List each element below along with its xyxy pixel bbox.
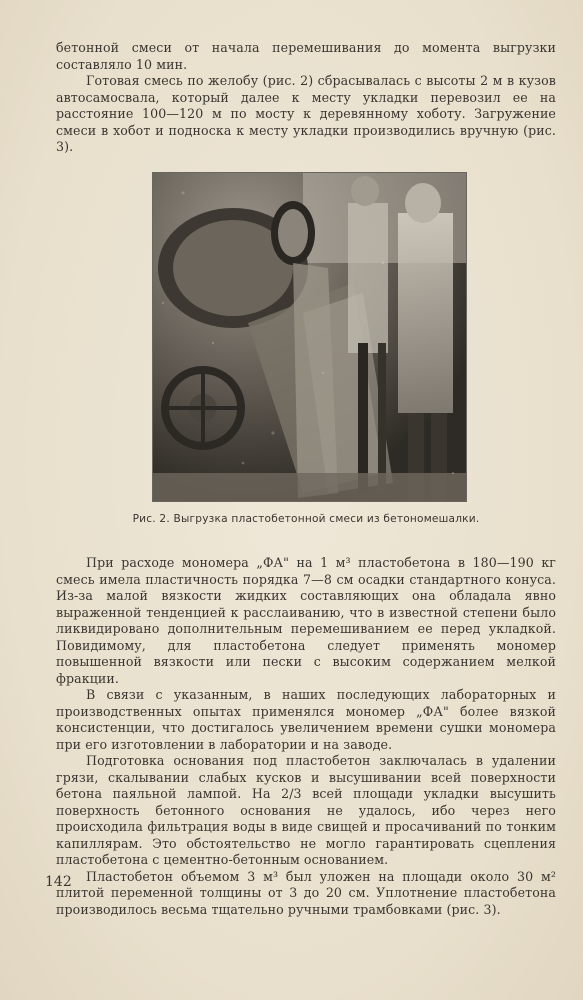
paragraph-4: В связи с указанным, в наших последующих лабораторных и производственных опытах применялся мономер „ФА" более вязкой консистенции, что достигалось увеличением времени сушки мономера при его изготовлении в лаборатории и на заводе. bbox=[56, 687, 556, 752]
paragraph-2: Готовая смесь по желобу (рис. 2) сбрасывалась с высоты 2 м в кузов автосамосвала, который далее к месту укладки перевозил ее на расстояние 100—120 м по мосту к деревянному хоботу. Загружение смеси в хобот и подноска к месту укладки производились вручную (рис. 3). bbox=[56, 73, 556, 154]
page-number: 142 bbox=[45, 874, 72, 890]
paragraph-3: При расходе мономера „ФА" на 1 м³ пластобетона в 180—190 кг смесь имела пластичность порядка 7—8 см осадки стандартного конуса. Из-за малой вязкости жидких составляющих она обладала явно выраженной тенденцией к расслаиванию, что в известной степени было ликвидировано дополнительным перемешиванием ее перед укладкой. Повидимому, для пластобетона следует применять мономер повышенной вязкости или пески с высоким содержанием мелкой фракции. bbox=[56, 555, 556, 686]
bottom-text-block bbox=[56, 555, 556, 918]
figure-caption: Рис. 2. Выгрузка пластобетонной смеси из бетономешалки. bbox=[132, 513, 480, 525]
concrete-mixer-photo bbox=[153, 173, 466, 501]
top-text-block bbox=[56, 40, 556, 156]
paragraph-6: Пластобетон объемом 3 м³ был уложен на площади около 30 м² плитой переменной толщины от 3 до 20 см. Уплотнение пластобетона производилось весьма тщательно ручными трамбовками (рис. 3). bbox=[56, 868, 556, 917]
paragraph-5: Подготовка основания под пластобетон заключалась в удалении грязи, скалывании слабых кусков и высушивании всей поверхности бетона паяльной лампой. На 2/3 всей площади укладки высушить поверхность бетонного основания не удалось, ибо через него происходила фильтрация воды в виде свищей и просачиваний по тонким капиллярам. Это обстоятельство не могло гарантировать сцепления пластобетона с цементно-бетонным основанием. bbox=[56, 753, 556, 867]
paragraph-1: бетонной смеси от начала перемешивания до момента выгрузки составляло 10 мин. bbox=[56, 40, 556, 72]
figure-photo bbox=[152, 172, 467, 502]
